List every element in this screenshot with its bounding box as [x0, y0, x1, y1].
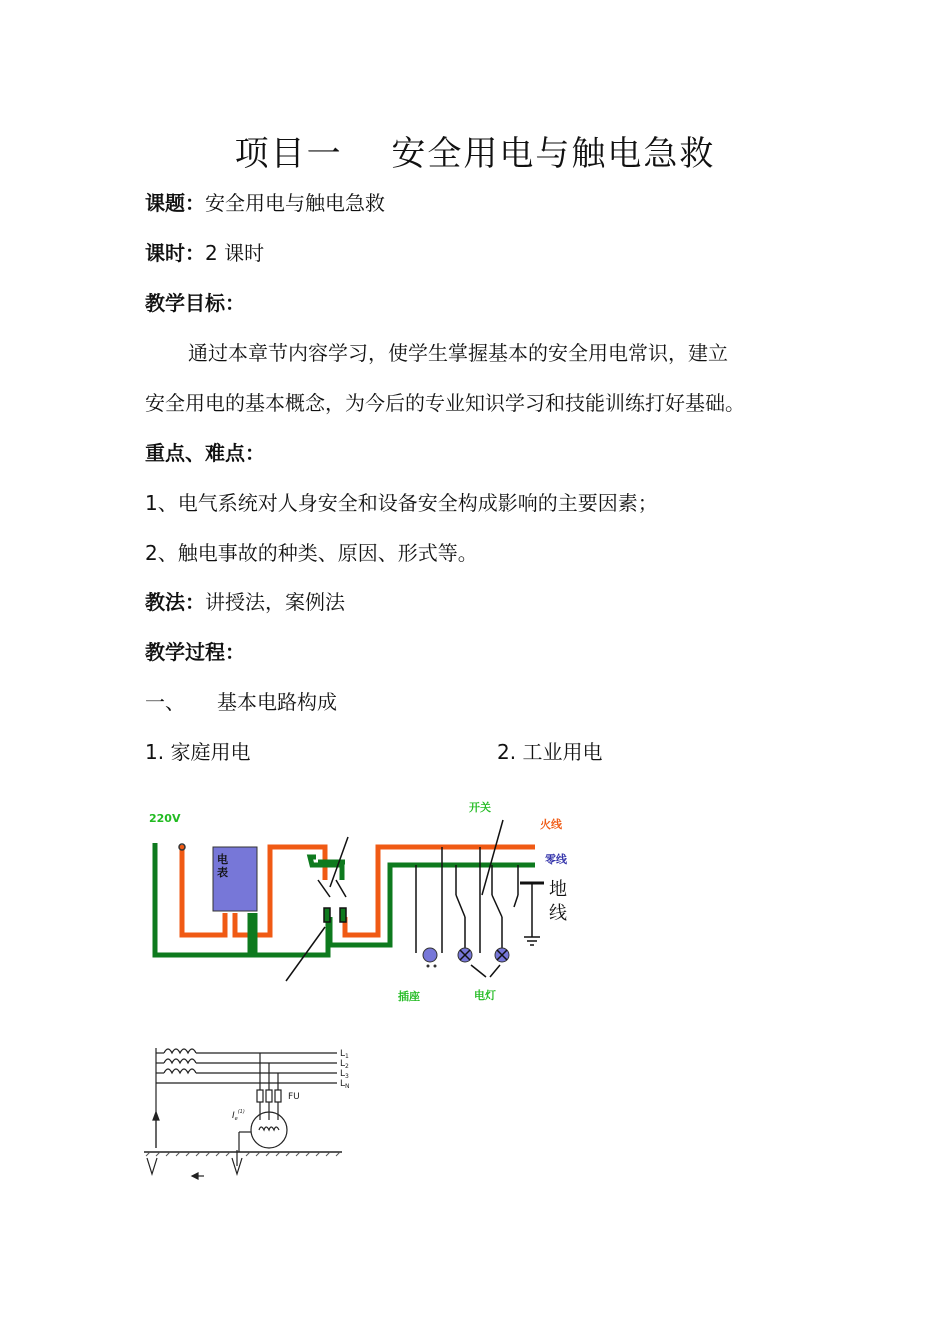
label-live-wire: 火线	[540, 818, 562, 831]
label-l2: $L_2$	[340, 1059, 349, 1070]
label-l1: $L_1$	[340, 1049, 349, 1060]
label-l3: $L_3$	[340, 1069, 349, 1080]
method-label: 教法：	[145, 590, 205, 614]
hours-line	[145, 237, 264, 266]
key-point-1: 1、电气系统对人身安全和设备安全构成影响的主要因素；	[145, 491, 658, 515]
section1-title: 基本电路构成	[217, 690, 337, 714]
key-point-2: 2、触电事故的种类、原因、形式等。	[145, 541, 478, 565]
label-fuse: FU	[288, 1092, 300, 1102]
hours-label: 课时：	[145, 241, 205, 265]
process-label: 教学过程：	[145, 640, 245, 664]
topic-label: 课题：	[145, 191, 205, 215]
label-earth-wire-text: 地 线	[549, 879, 567, 924]
main-switch	[286, 837, 348, 981]
label-ln: $L_N$	[340, 1079, 350, 1090]
section1-number: 一、	[145, 690, 185, 714]
section1-heading	[145, 686, 337, 715]
earth-symbol	[520, 883, 544, 945]
label-220v: 220V	[149, 812, 181, 825]
label-socket: 插座	[398, 990, 420, 1003]
household-wiring-diagram	[140, 795, 580, 1010]
lamp-1-icon	[458, 948, 472, 962]
subsection-household: 1. 家庭用电	[145, 740, 251, 764]
method-value: 讲授法，案例法	[205, 590, 345, 614]
topic-value: 安全用电与触电急救	[205, 191, 385, 215]
label-fault-current: $I_e^{(1)}$	[232, 1109, 245, 1122]
socket-icon	[423, 948, 437, 962]
subsection-industrial: 2. 工业用电	[497, 740, 603, 764]
topic-line	[145, 187, 385, 216]
objectives-text-1: 通过本章节内容学习，使学生掌握基本的安全用电常识，建立	[188, 341, 728, 365]
hours-value: 2 课时	[205, 241, 265, 265]
lamp-2-icon	[495, 948, 509, 962]
meter-label: 电表	[217, 853, 228, 879]
label-neutral-wire: 零线	[545, 853, 567, 866]
branch-circuits	[416, 820, 518, 953]
key-points-label: 重点、难点：	[145, 441, 265, 465]
method-line	[145, 586, 345, 615]
label-lamp: 电灯	[474, 989, 496, 1002]
page-title: 项目一 安全用电与触电急救	[234, 134, 716, 174]
neutral-wire	[155, 843, 535, 955]
label-switch: 开关	[469, 801, 491, 814]
industrial-wiring-diagram	[142, 1040, 362, 1185]
objectives-label: 教学目标：	[145, 291, 245, 315]
objectives-text-2: 安全用电的基本概念，为今后的专业知识学习和技能训练打好基础。	[145, 391, 745, 415]
